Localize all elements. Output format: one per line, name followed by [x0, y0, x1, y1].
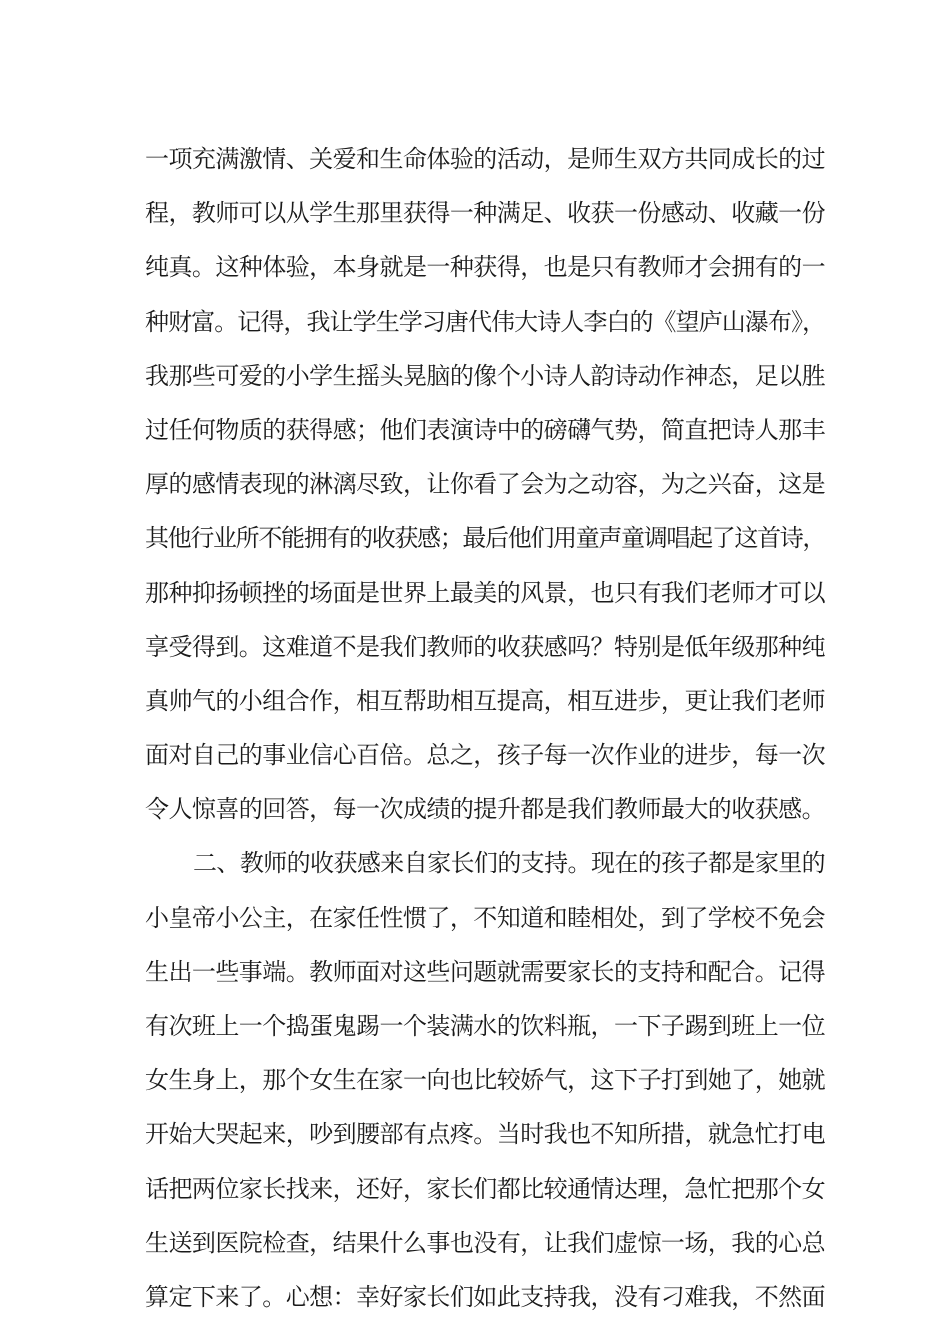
text-line: 一项充满激情、关爱和生命体验的活动，是师生双方共同成长的过 [145, 145, 826, 173]
text-line: 话把两位家长找来，还好，家长们都比较通情达理，急忙把那个女 [145, 1174, 826, 1203]
text-line: 种财富。记得，我让学生学习唐代伟大诗人李白的《望庐山瀑布》， [145, 307, 826, 336]
text-line: 生出一些事端。教师面对这些问题就需要家长的支持和配合。记得 [145, 957, 826, 986]
text-line: 小皇帝小公主，在家任性惯了，不知道和睦相处，到了学校不免会 [145, 903, 826, 932]
paragraph-first-line: 二、教师的收获感来自家长们的支持。现在的孩子都是家里的 [193, 849, 826, 878]
text-line: 享受得到。这难道不是我们教师的收获感吗？特别是低年级那种纯 [145, 632, 826, 661]
text-line: 纯真。这种体验，本身就是一种获得，也是只有教师才会拥有的一 [145, 253, 826, 282]
text-line: 开始大哭起来，吵到腰部有点疼。当时我也不知所措，就急忙打电 [145, 1120, 826, 1149]
text-line: 女生身上，那个女生在家一向也比较娇气，这下子打到她了，她就 [145, 1066, 826, 1095]
text-line: 过任何物质的获得感；他们表演诗中的磅礴气势，简直把诗人那丰 [145, 415, 826, 444]
text-line: 其他行业所不能拥有的收获感；最后他们用童声童调唱起了这首诗， [145, 524, 826, 553]
text-line: 我那些可爱的小学生摇头晃脑的像个小诗人韵诗动作神态，足以胜 [145, 361, 826, 390]
text-line: 面对自己的事业信心百倍。总之，孩子每一次作业的进步，每一次 [145, 741, 826, 770]
text-line: 生送到医院检查，结果什么事也没有，让我们虚惊一场，我的心总 [145, 1228, 826, 1257]
text-line: 程，教师可以从学生那里获得一种满足、收获一份感动、收藏一份 [145, 199, 826, 228]
body-text [145, 132, 825, 1324]
text-line: 算定下来了。心想：幸好家长们如此支持我，没有刁难我，不然面 [145, 1282, 826, 1311]
text-line: 那种抑扬顿挫的场面是世界上最美的风景，也只有我们老师才可以 [145, 578, 826, 607]
text-line: 真帅气的小组合作，相互帮助相互提高，相互进步，更让我们老师 [145, 686, 826, 715]
text-line: 令人惊喜的回答，每一次成绩的提升都是我们教师最大的收获感。 [145, 795, 826, 824]
text-line: 厚的感情表现的淋漓尽致，让你看了会为之动容，为之兴奋，这是 [145, 470, 826, 499]
text-line: 有次班上一个捣蛋鬼踢一个装满水的饮料瓶，一下子踢到班上一位 [145, 1012, 826, 1040]
